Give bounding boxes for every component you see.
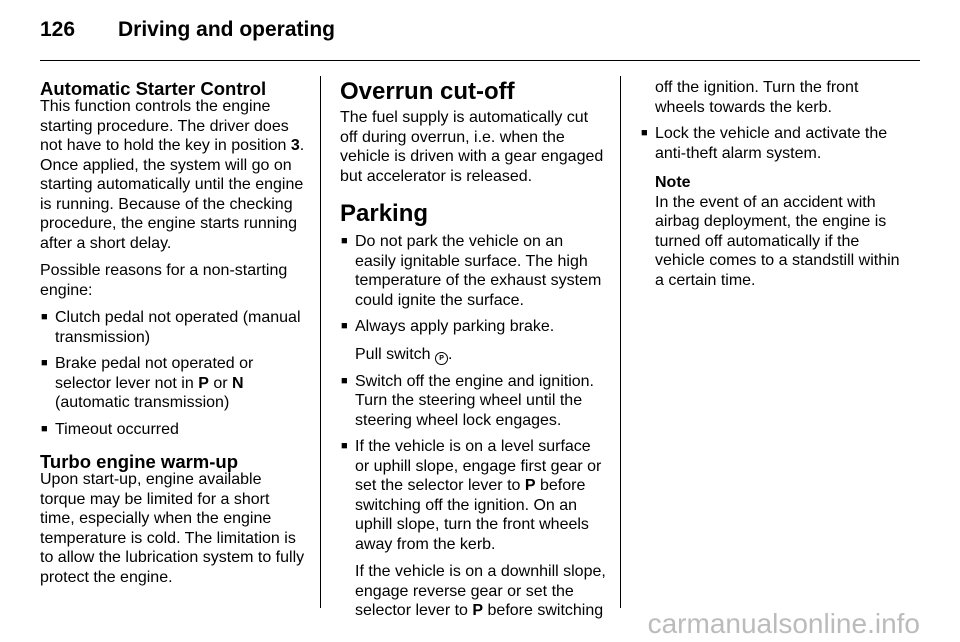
watermark: carmanualsonline.info: [647, 608, 920, 639]
bullet-icon: ■: [341, 320, 348, 332]
list-item: ■ Brake pedal not operated or selector lever not in P or N (automatic transmission): [41, 355, 254, 411]
ast-reasons-list: [40, 308, 306, 439]
bullet-icon: ■: [41, 311, 48, 323]
parking-list: [340, 232, 606, 337]
list-item: ■ If the vehicle is on a level surface or uphill slope, engage first gear or set the selector lever to P before switching off the ignition. On an uphill slope, turn the front wheels away from the kerb.: [341, 438, 602, 553]
page-number: 126: [40, 18, 76, 41]
column-right: [640, 78, 906, 298]
ast-heading: Automatic Starter Control: [40, 78, 267, 99]
bullet-icon: ■: [341, 440, 348, 452]
header-rule: [40, 60, 920, 61]
parking-brake-switch-icon: P: [435, 352, 448, 365]
parking-list-continued: [340, 372, 606, 555]
ast-reasons-intro: Possible reasons for a non-starting engine:: [40, 262, 288, 299]
list-item: ■ Do not park the vehicle on an easily ignitable surface. The high temperature of the exhaust system could ignite the surface.: [341, 233, 602, 309]
parking-list-end: [640, 124, 906, 163]
list-item: ■ Switch off the engine and ignition. Turn the steering wheel until the steering wheel lock engages.: [341, 372, 594, 429]
running-title: Driving and operating: [118, 18, 336, 41]
note-box: [640, 173, 906, 290]
overrun-paragraph: The fuel supply is automatically cut off during overrun, i.e. when the vehicle is driven with a gear engaged but accelerator is released.: [340, 109, 604, 185]
note-title: Note: [655, 174, 691, 191]
column-left: [40, 78, 306, 595]
bullet-icon: ■: [641, 127, 648, 139]
parking-switch-instruction: Pull switch P .: [355, 345, 453, 363]
bullet-icon: ■: [41, 422, 48, 435]
continued-instruction: off the ignition. Turn the front wheels towards the kerb.: [655, 79, 859, 116]
bullet-icon: ■: [41, 357, 48, 369]
list-item: ■ Timeout occurred: [41, 420, 179, 438]
ast-paragraph: This function controls the engine starting procedure. The driver does not have to hold the key in position 3. Once applied, the system will go on starting automatically until the engine is running. Because of the checking procedure, the engine starts running after a short delay.: [40, 98, 305, 252]
list-item: ■ Always apply parking brake.: [341, 318, 555, 335]
column-divider-right: [620, 76, 621, 608]
overrun-heading: Overrun cut-off: [340, 78, 515, 105]
list-item: ■ Clutch pedal not operated (manual transmission): [41, 309, 301, 346]
column-middle: [340, 78, 606, 628]
bullet-icon: ■: [341, 235, 348, 247]
column-divider-left: [320, 76, 321, 608]
turbo-paragraph: Upon start-up, engine available torque may be limited for a short time, especially when the engine temperature is cold. The limitation is to allow the lubrication system to fully protect the engine.: [40, 471, 305, 586]
list-item: ■ Lock the vehicle and activate the anti-theft alarm system.: [641, 125, 888, 162]
bullet-icon: ■: [341, 374, 348, 387]
note-text: In the event of an accident with airbag deployment, the engine is turned off automatically if the vehicle comes to a standstill within a certain time.: [655, 193, 900, 289]
turbo-heading: Turbo engine warm-up: [40, 451, 239, 472]
downhill-instruction: If the vehicle is on a downhill slope, engage reverse gear or set the selector lever to P before switching: [355, 563, 606, 619]
parking-heading: Parking: [340, 200, 429, 227]
